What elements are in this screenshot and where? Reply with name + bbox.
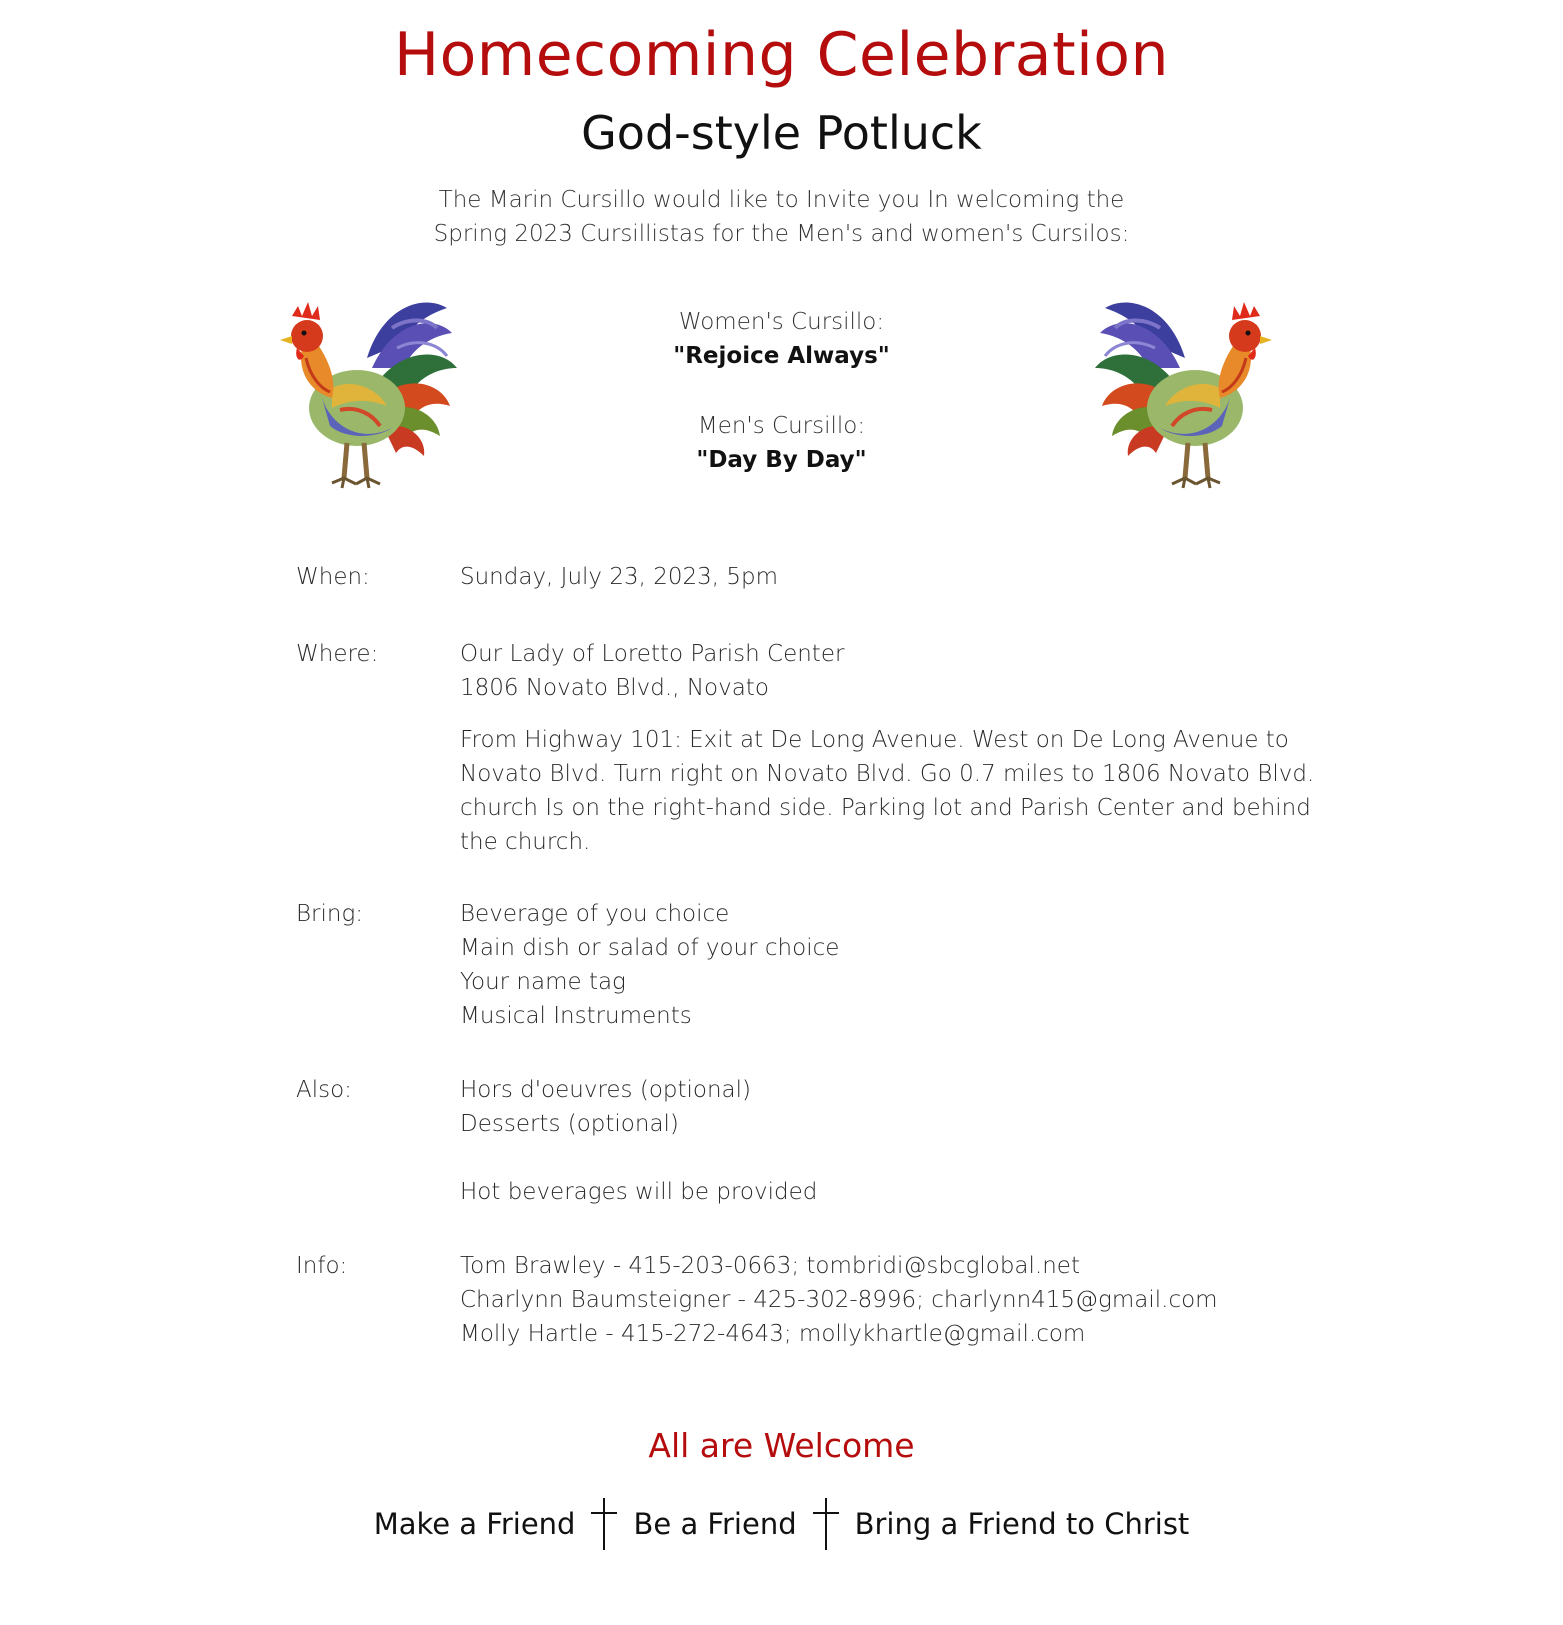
list-item: Beverage of you choice [460, 901, 730, 927]
list-item: Your name tag [460, 969, 626, 995]
where-address: 1806 Novato Blvd., Novato [460, 675, 769, 701]
list-item: Desserts (optional) [460, 1111, 679, 1137]
detail-value [460, 1249, 1340, 1351]
motto-phrase: Be a Friend [633, 1507, 797, 1541]
detail-value [460, 560, 1340, 594]
intro-text [0, 183, 1563, 251]
detail-value [460, 897, 1340, 1033]
page-subtitle: God-style Potluck [581, 106, 982, 160]
detail-label: Where: [296, 641, 379, 667]
list-item: Hors d'oeuvres (optional) [460, 1077, 752, 1103]
contact-line: Tom Brawley - 415-203-0663; tombridi@sbcglobal.net [460, 1253, 1080, 1279]
detail-label: Also: [296, 1077, 352, 1103]
motto-phrase: Bring a Friend to Christ [854, 1507, 1190, 1541]
mens-cursillo-theme: "Day By Day" [696, 447, 867, 473]
where-venue: Our Lady of Loretto Parish Center [460, 641, 845, 667]
contact-line: Charlynn Baumsteigner - 425-302-8996; charlynn415@gmail.com [460, 1287, 1218, 1313]
detail-label: Info: [296, 1253, 348, 1279]
womens-cursillo-theme: "Rejoice Always" [673, 343, 890, 369]
cross-icon [811, 1496, 841, 1552]
detail-label: When: [296, 564, 370, 590]
intro-line: The Marin Cursillo would like to Invite you In welcoming the [438, 187, 1125, 213]
motto-line [0, 1496, 1563, 1552]
where-directions: From Highway 101: Exit at De Long Avenue. West on De Long Avenue to Novato Blvd. Turn right on Novato Blvd. Go 0.7 miles to 1806 Novato Blvd. church Is on the right-hand side. Parking lot and Parish Center and behind the church. [460, 727, 1315, 855]
detail-value [460, 637, 1340, 859]
detail-label: Bring: [296, 901, 364, 927]
womens-cursillo-label: Women's Cursillo: [678, 309, 885, 335]
cursillo-themes [0, 305, 1563, 477]
when-value: Sunday, July 23, 2023, 5pm [460, 564, 779, 590]
welcome-heading: All are Welcome [648, 1426, 915, 1465]
list-item: Main dish or salad of your choice [460, 935, 840, 961]
mens-cursillo-label: Men's Cursillo: [697, 413, 866, 439]
cross-icon [589, 1496, 619, 1552]
motto-phrase: Make a Friend [373, 1507, 576, 1541]
intro-line: Spring 2023 Cursillistas for the Men's and women's Cursilos: [433, 221, 1130, 247]
page-title: Homecoming Celebration [393, 20, 1170, 90]
detail-value [460, 1073, 1340, 1209]
also-note: Hot beverages will be provided [460, 1179, 818, 1205]
list-item: Musical Instruments [460, 1003, 692, 1029]
contact-line: Molly Hartle - 415-272-4643; mollykhartle@gmail.com [460, 1321, 1086, 1347]
